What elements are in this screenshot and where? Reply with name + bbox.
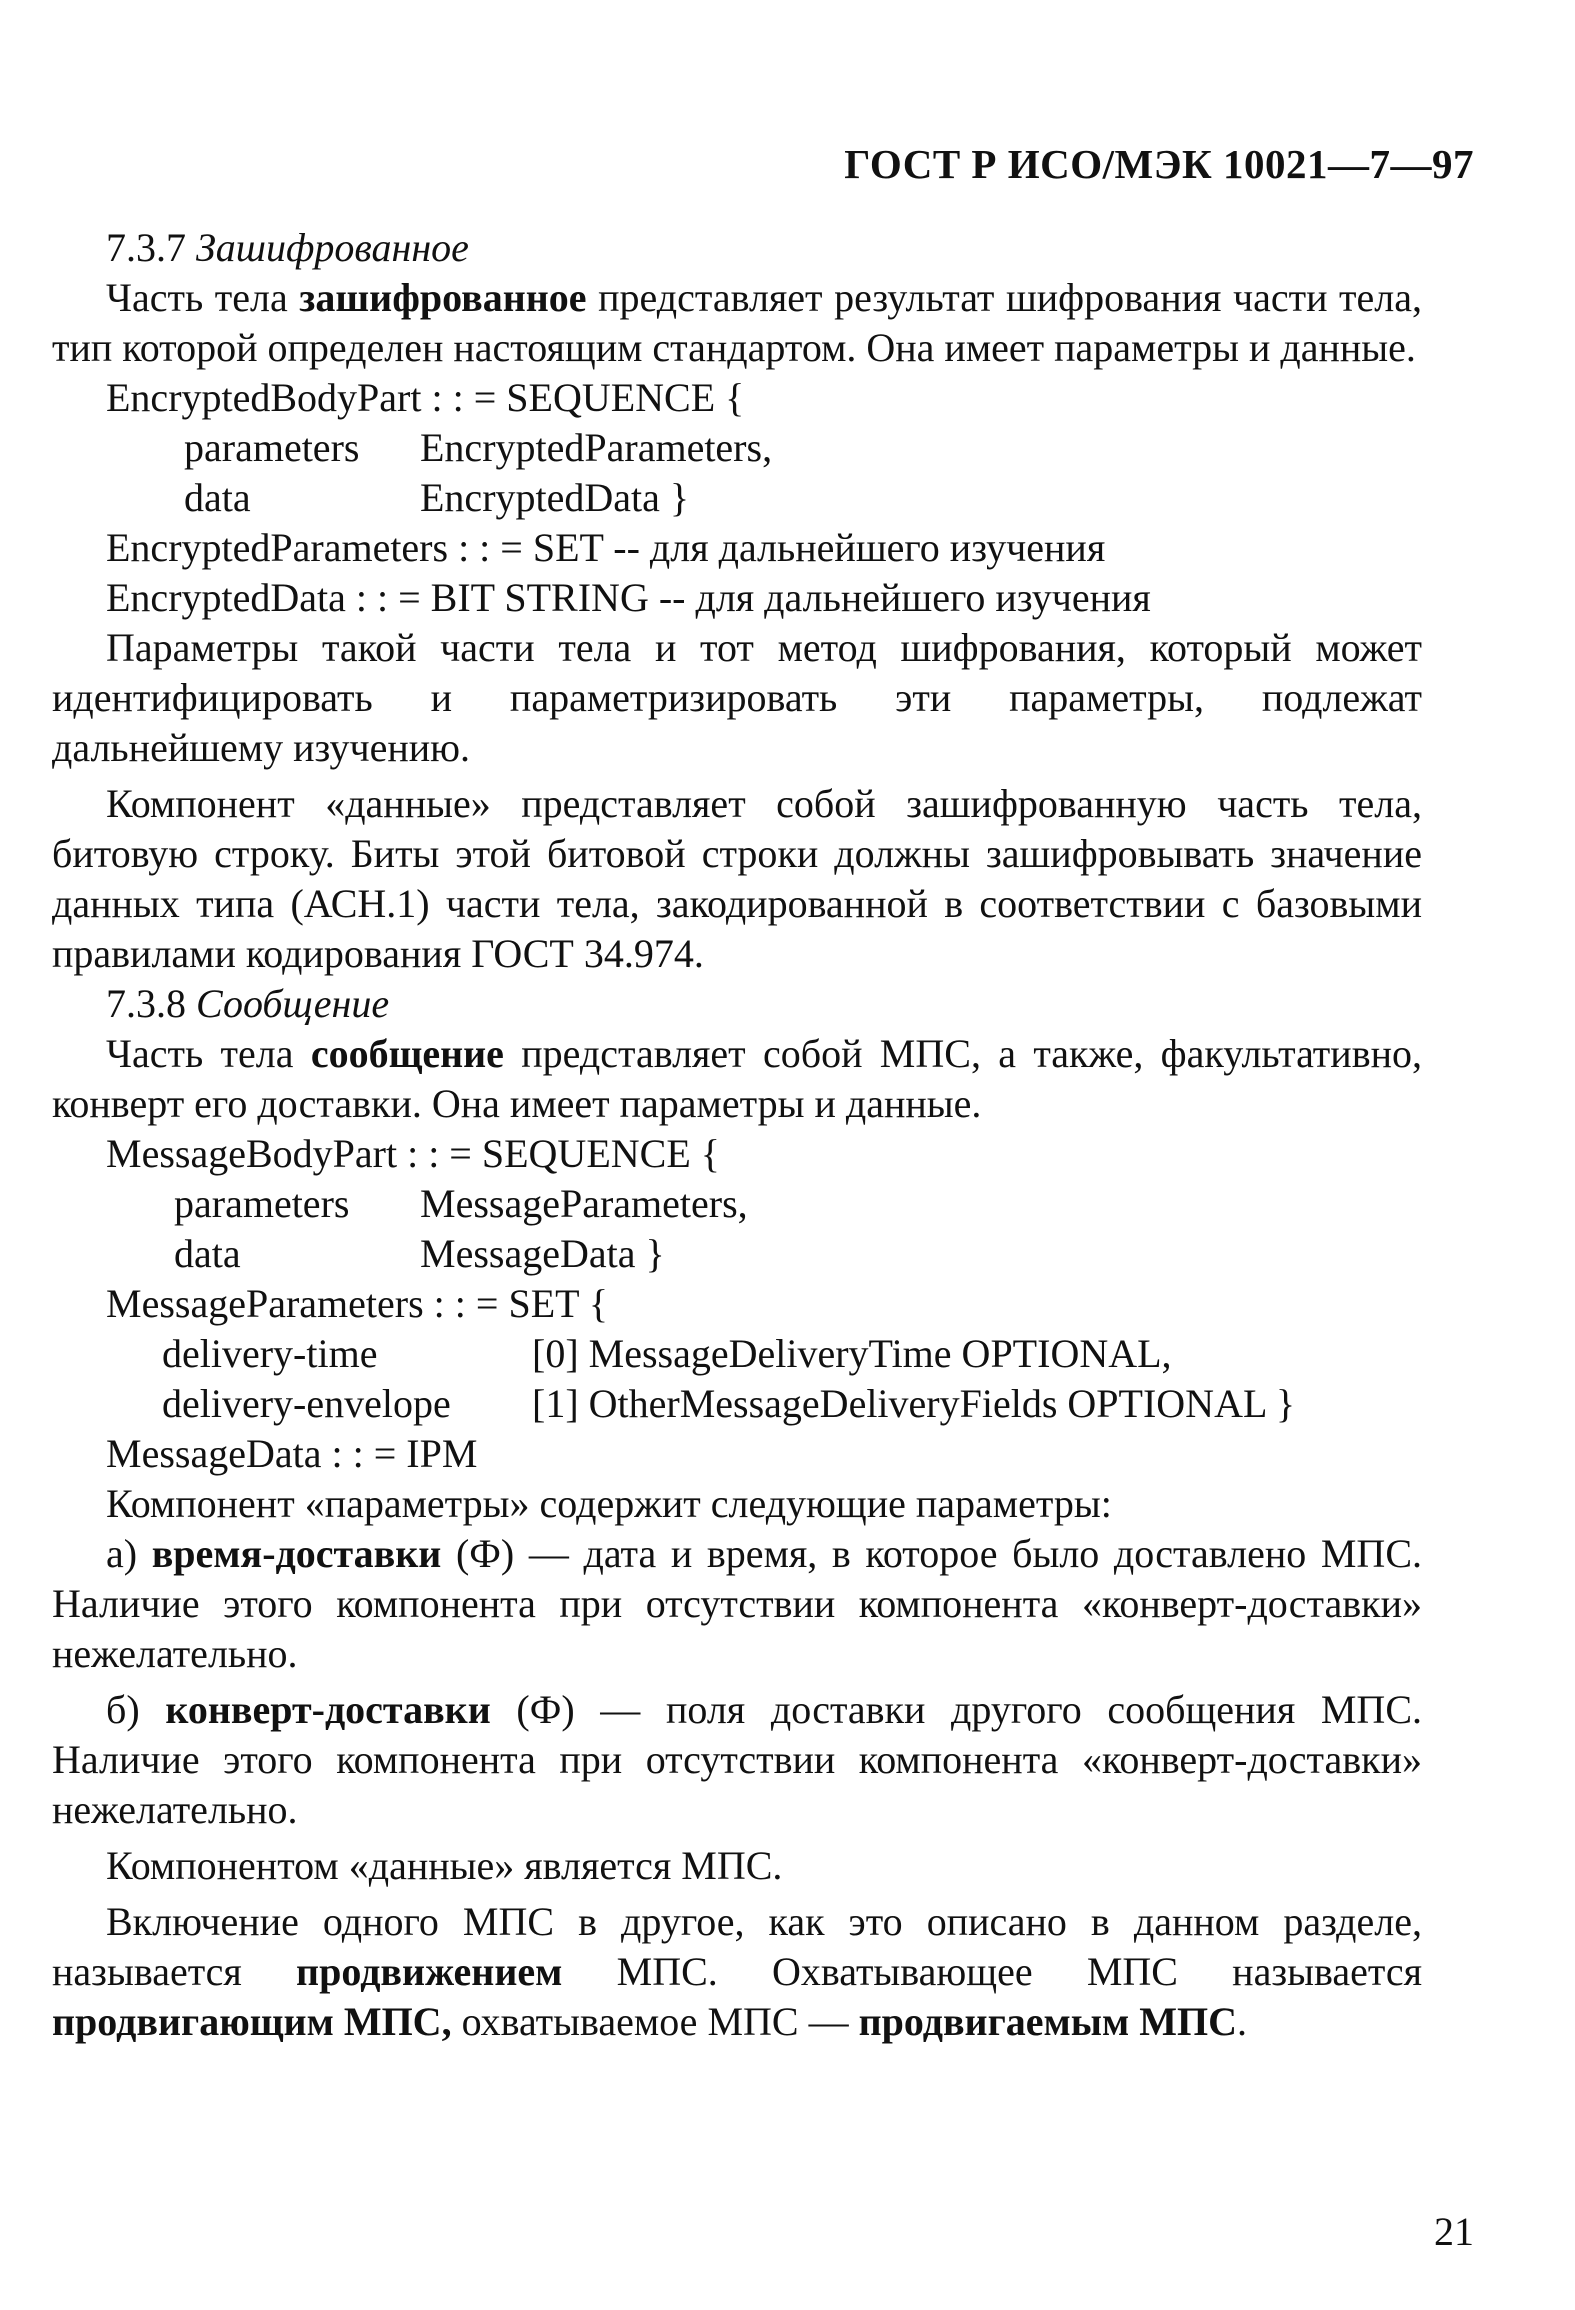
paragraph: Параметры такой части тела и тот метод шифрования, который может идентифицировать и параметризировать эти параметры, подлежат дальнейшему изучению. [52, 625, 1422, 770]
code-type: [0] MessageDeliveryTime OPTIONAL, [532, 1331, 1172, 1376]
section-title: Зашифрованное [196, 225, 469, 270]
section-title: Сообщение [196, 981, 390, 1026]
code-line [52, 1329, 1422, 1379]
text: представляет результат шифрования части тела, тип которой определен настоящим стандартом. Она имеет параметры и данные. [52, 275, 1422, 370]
term: сообщение [310, 1031, 504, 1076]
paragraph [52, 1897, 1422, 2047]
term: продвигаемым МПС [858, 1999, 1237, 2044]
page-content [52, 223, 1422, 2047]
paragraph: Компонент «параметры» содержит следующие параметры: [106, 1481, 1112, 1526]
standard-header: ГОСТ Р ИСО/МЭК 10021—7—97 [844, 141, 1474, 187]
code-type: MessageData } [420, 1231, 665, 1276]
code-type: MessageParameters, [420, 1181, 748, 1226]
code-field: delivery-time [162, 1331, 378, 1376]
section-number: 7.3.8 [106, 981, 186, 1026]
code-line: MessageData : : = IPM [106, 1431, 478, 1476]
code-line: MessageParameters : : = SET { [106, 1281, 609, 1326]
list-item-b [52, 1685, 1422, 1835]
term: зашифрованное [299, 275, 587, 320]
paragraph [52, 1029, 1422, 1129]
term: продвигающим МПС, [52, 1999, 452, 2044]
paragraph: Компонентом «данные» является МПС. [106, 1843, 783, 1888]
term: время-доставки [151, 1531, 442, 1576]
paragraph: Компонент «данные» представляет собой зашифрованную часть тела, битовую строку. Биты этой битовой строки должны зашифровывать значение данных типа (АСН.1) части тела, закодированной в соответствии с базовыми правилами кодирования ГОСТ 34.974. [52, 781, 1422, 976]
paragraph [52, 273, 1422, 373]
text: (Ф) — дата и время, в которое было доставлено МПС. Наличие этого компонента при отсутствии компонента «конверт-доставки» нежелательно. [52, 1531, 1422, 1676]
text: охватываемое МПС — [451, 1999, 859, 2044]
text: б) [106, 1687, 166, 1732]
section-heading-7-3-7 [52, 223, 1422, 273]
code-line [52, 1179, 1422, 1229]
code-line [52, 423, 1422, 473]
code-field: parameters [184, 425, 360, 470]
code-type: [1] OtherMessageDeliveryFields OPTIONAL } [532, 1381, 1296, 1426]
code-line: EncryptedParameters : : = SET -- для дальнейшего изучения [106, 525, 1106, 570]
document-page [52, 0, 1474, 2310]
list-item-a [52, 1529, 1422, 1679]
code-field: data [184, 475, 251, 520]
code-field: delivery-envelope [162, 1381, 451, 1426]
text: представляет собой МПС, а также, факультативно, конверт его доставки. Она имеет параметры и данные. [52, 1031, 1422, 1126]
text: (Ф) — поля доставки другого сообщения МПС. Наличие этого компонента при отсутствии компонента «конверт-доставки» нежелательно. [52, 1687, 1422, 1832]
code-line: MessageBodyPart : : = SEQUENCE { [106, 1131, 720, 1176]
text: МПС. Охватывающее МПС называется [562, 1949, 1422, 1994]
text: Часть тела [106, 275, 300, 320]
code-line [52, 1229, 1422, 1279]
term: конверт-доставки [165, 1687, 491, 1732]
code-type: EncryptedParameters, [420, 425, 773, 470]
code-line: EncryptedData : : = BIT STRING -- для дальнейшего изучения [106, 575, 1151, 620]
text: Включение одного МПС в другое, как это описано в данном разделе, называется [52, 1899, 1422, 1994]
text: Часть тела [106, 1031, 311, 1076]
code-line: EncryptedBodyPart : : = SEQUENCE { [106, 375, 745, 420]
code-field: data [174, 1231, 241, 1276]
term: продвижением [296, 1949, 563, 1994]
page-number: 21 [1434, 2209, 1474, 2254]
code-line [52, 473, 1422, 523]
code-line [52, 1379, 1422, 1429]
text: а) [106, 1531, 152, 1576]
code-type: EncryptedData } [420, 475, 690, 520]
text: . [1237, 1999, 1247, 2044]
section-number: 7.3.7 [106, 225, 186, 270]
section-heading-7-3-8 [52, 979, 1422, 1029]
code-field: parameters [174, 1181, 350, 1226]
